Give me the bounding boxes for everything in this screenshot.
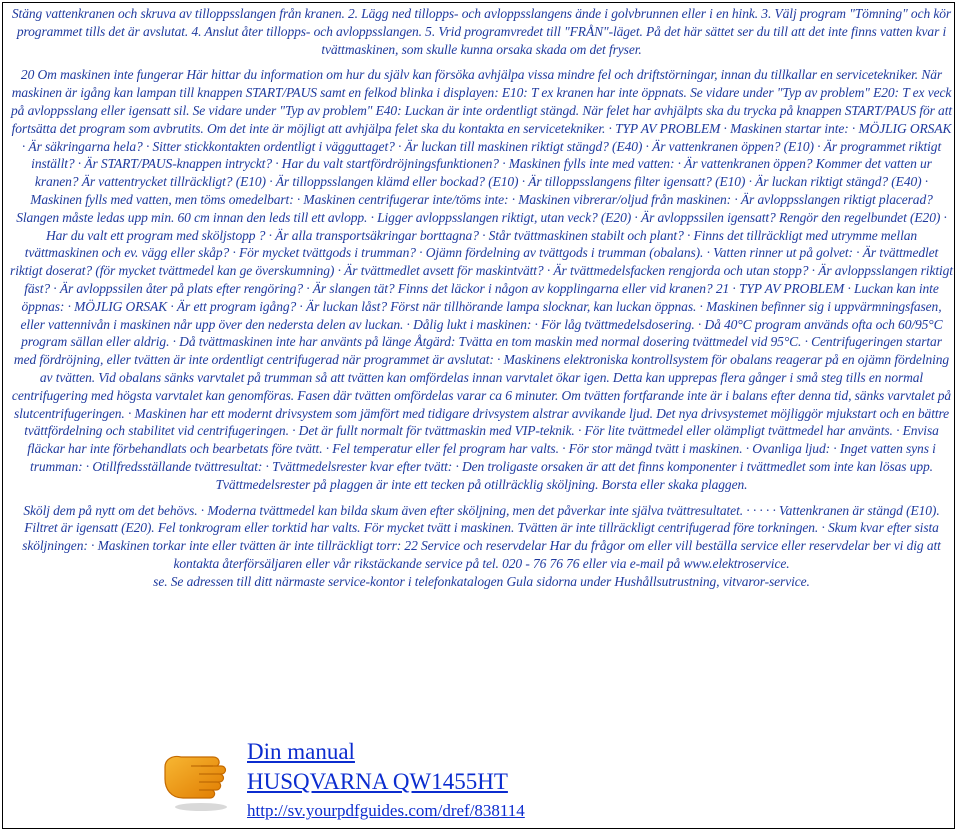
footer-links [247, 737, 525, 823]
page-frame [2, 2, 955, 829]
footer [161, 737, 761, 827]
hand-pointer-icon [161, 741, 243, 813]
link-din-manual[interactable]: Din manual [247, 739, 355, 764]
paragraph-service-address: se. Se adressen till ditt närmaste service-kontor i telefonkatalogen Gula sidorna under Hushållsutrustning, vitvaror-service. [153, 573, 810, 589]
paragraph-winter-storage: Stäng vattenkranen och skruva av tilloppsslangen från kranen. 2. Lägg ned tillopps- och avloppsslangens ände i golvbrunnen eller i en hink. 3. Välj program "Tömning" och kör programmet tills det är avslutat. 4. Anslut åter tillopps- och avloppsslangen. 5. Vrid programvredet till "FRÅN"-läget. På det här sättet ser du till att det inte finns vatten kvar i tvättmaskinen, som skulle kunna orsaka skada om det fryser. [11, 6, 952, 57]
paragraph-rinse-service: Skölj dem på nytt om det behövs. · Moderna tvättmedel kan bilda skum även efter sköljning, men det påverkar inte själva tvättresultatet. · · · · · Vattenkranen är stängd (E10). Filtret är igensatt (E20). Fel tonkrogram eller torktid har valts. För mycket tvätt i maskinen. Tvätten är inte tillräckligt centrifugerad före torkningen. · Skum kvar efter sista sköljningen: · Maskinen torkar inte eller tvätten är inte tillräckligt torr: 22 Service och reservdelar Har du frågor om eller vill beställa service eller reservdelar ber vi dig att kontakta återförsäljaren eller vår rikstäckande service på tel. 020 - 76 76 76 eller via e-mail på www.elektroservice. [22, 502, 941, 571]
link-manual-url[interactable]: http://sv.yourpdfguides.com/dref/838114 [247, 801, 525, 820]
link-product-model[interactable]: HUSQVARNA QW1455HT [247, 769, 508, 794]
paragraph-troubleshooting: 20 Om maskinen inte fungerar Här hittar du information om hur du själv kan försöka avhjälpa vissa mindre fel och driftstörningar, innan du tillkallar en servicetekniker. När maskinen är igång kan lampan till knappen START/PAUS samt en felkod blinka i displayen: E10: T ex kranen har inte öppnats. Se vidare under "Typ av problem" E20: T ex veck på avloppsslang eller igensatt sil. Se vidare under "Typ av problem" E40: Luckan är inte ordentligt stängd. När felet har avhjälpts ska du trycka på knappen START/PAUS för att fortsätta det program som avbrutits. Om det inte är möjligt att avhjälpa felet ska du kontakta en servicetekniker. · TYP AV PROBLEM · Maskinen startar inte: · MÖJLIG ORSAK · Är säkringarna hela? · Sitter stickkontakten ordentligt i vägguttaget? · Är luckan till maskinen riktigt stängd? (E40) · Är vattenkranen öppen? (E10) · Är programmet riktigt inställt? · Är START/PAUS-knappen intryckt? · Har du valt startfördröjningsfunktionen? · Maskinen fylls inte med vatten: · Är vattenkranen öppen? Kommer det vatten ur kranen? Är vattentrycket tillräckligt? (E10) · Är tilloppsslangen klämd eller bockad? (E10) · Är tilloppsslangens filter igensatt? (E10) · Är luckan riktigt stängd? (E40) · Maskinen fylls med vatten, men töms omedelbart: · Maskinen centrifugerar inte/töms inte: · Maskinen vibrerar/oljud från maskinen: · Är avloppsslangen riktigt placerad? Slangen måste ledas upp min. 60 cm innan den leds till ett avlopp. · Ligger avloppsslangen riktigt, utan veck? (E20) · Är avloppssilen igensatt? Rengör den regelbundet (E20) · Har du valt ett program med sköljstopp ? · Är alla transportsäkringar borttagna? · Står tvättmaskinen stabilt och plant? · Finns det tillräckligt med utrymme mellan tvättmaskinen och ev. vägg eller skåp? · För mycket tvättgods i trumman? · Ojämn fördelning av tvättgods i trumman (obalans). · Vatten rinner ut på golvet: · Är tvättmedlet riktigt doserat? (för mycket tvättmedel kan ge överskumning) · Är tvättmedlet avsett för maskintvätt? · Är tvättmedelsfacken rengjorda och utan stopp? · Är avloppsslangen riktigt fäst? · Är avloppssilen åter på plats efter rengöring? · Är slangen tät? Finns det läckor i någon av kopplingarna eller vid kranen? 21 · TYP AV PROBLEM · Luckan kan inte öppnas: · MÖJLIG ORSAK · Är ett program igång? · Är luckan låst? Först när tillhörande lampa slocknar, kan luckan öppnas. · Maskinen befinner sig i uppvärmningsfasen, eller vattennivån i maskinen når upp över den nedersta delen av luckan. · Dålig lukt i maskinen: · För låg tvättmedelsdosering. · Då 40°C program används ofta och 60/95°C program sällan eller aldrig. · Då tvättmaskinen inte har använts på länge Åtgärd: Tvätta en tom maskin med normal dosering tvättmedel vid 95°C. · Centrifugeringen startar med fördröjning, eller tvätten är inte ordentligt centrifugerad när programmet är avslutat: · Maskinens elektroniska kontrollsystem för obalans reagerar på en ojämn fördelning av tvätten. Vid obalans sänks varvtalet på trumman så att tvätten kan omfördelas innan varvtalet ökar igen. Detta kan upprepas flera gånger i små steg tills en normal centrifugering med högsta varvtalet kan genomföras. Fasen där tvätten omfördelas varar ca 6 minuter. Om tvätten fortfarande inte är i balans efter denna tid, sänks varvtalet på slutcentrifugeringen. · Maskinen har ett modernt drivsystem som jämfört med tidigare drivsystem alstrar avvikande ljud. Det nya drivsystemet möjliggör mjukstart och en bättre tvättfördelning och stabilitet vid centrifugeringen. · Det är fullt normalt för tvättmaskin med VIP-teknik. · För lite tvättmedel eller olämpligt tvättmedel har använts. · Envisa fläckar har inte förbehandlats och bearbetats före tvätt. · Fel temperatur eller fel program har valts. · För stor mängd tvätt i maskinen. · Ovanliga ljud: · Inget vatten syns i trumman: · Otillfredsställande tvättresultat: · Tvättmedelsrester kvar efter tvätt: · Den troligaste orsaken är att det finns komponenter i tvättmedlet som inte kan lösas upp. Tvättmedelsrester på plaggen är inte ett tecken på otillräcklig sköljning. Borsta eller skaka plaggen. [10, 67, 953, 492]
document-body [9, 5, 954, 591]
